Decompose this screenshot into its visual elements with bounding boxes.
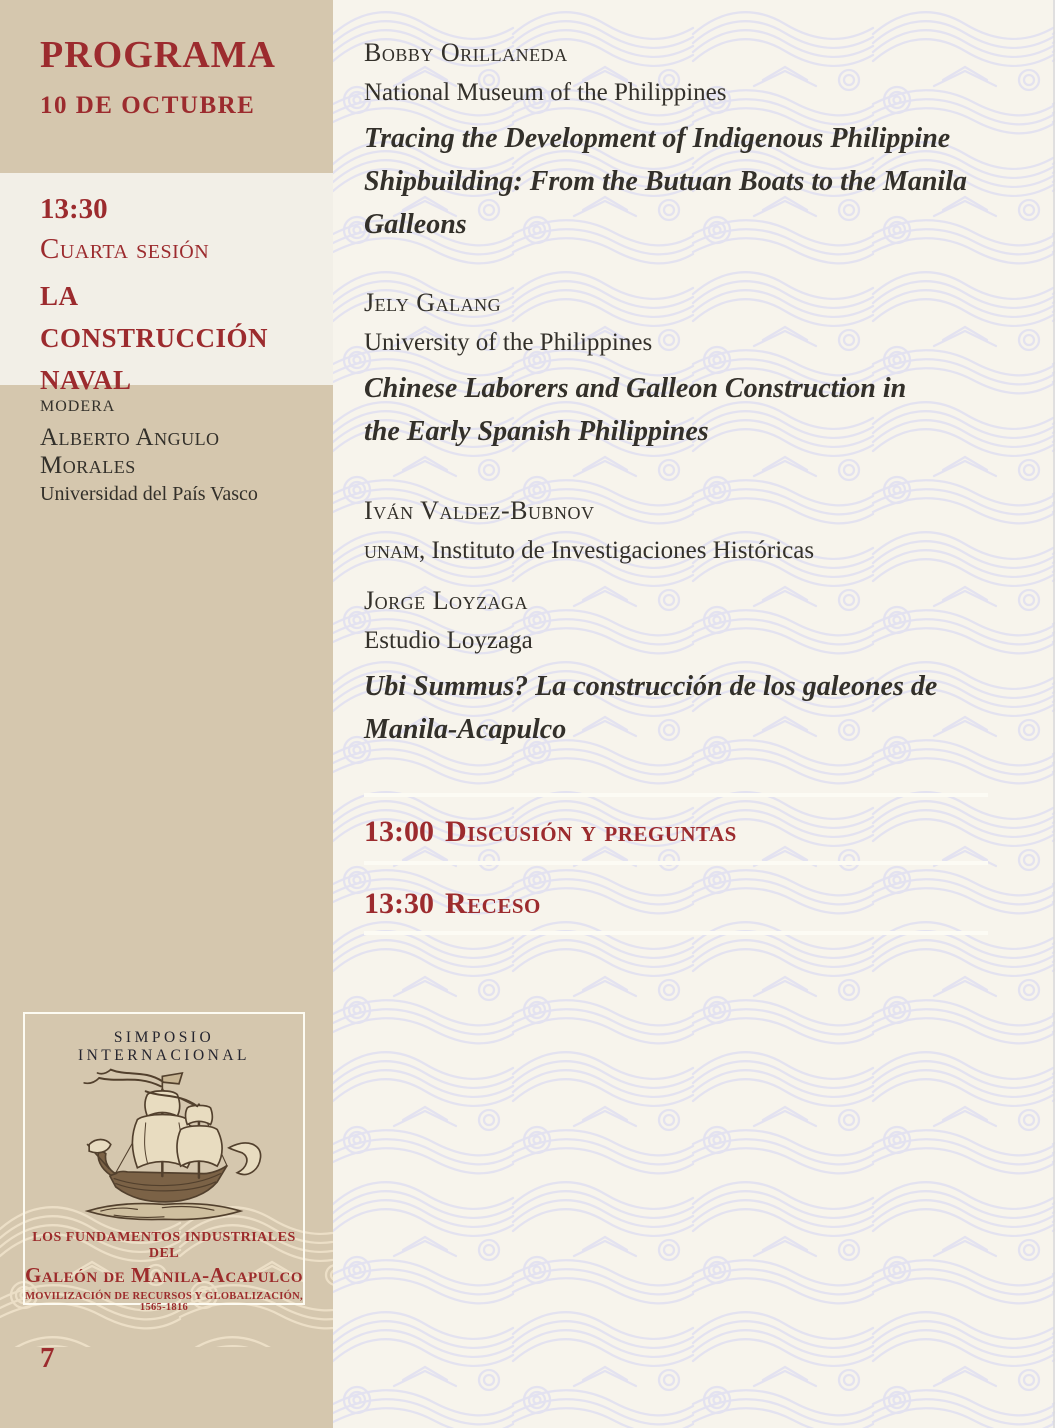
paper-title: Tracing the Development of Indigenous Philippine Shipbuilding: From the Butuan Boats to the Manila Galleons <box>364 122 967 240</box>
paper-title: Chinese Laborers and Galleon Construction in the Early Spanish Philippines <box>364 373 907 448</box>
schedule-item <box>364 793 988 861</box>
logo-kicker: SIMPOSIO INTERNACIONAL <box>77 1029 251 1064</box>
speaker-block <box>364 496 988 566</box>
moderator-block <box>0 385 333 506</box>
presentation <box>364 38 988 246</box>
session-time: 13:30 <box>40 193 108 225</box>
paper-title: Ubi Summus? La construcción de los galeones de Manila-Acapulco <box>364 670 938 745</box>
symposium-logo <box>23 1012 305 1313</box>
speaker-affiliation <box>364 536 988 566</box>
speaker-affiliation: University of the Philippines <box>364 329 653 357</box>
affiliation-acronym: unam <box>364 536 420 564</box>
speaker-name: Bobby Orillaneda <box>364 38 568 67</box>
speaker-affiliation: National Museum of the Philippines <box>364 78 727 106</box>
galleon-engraving-icon <box>58 1068 270 1226</box>
sidebar <box>0 0 333 1428</box>
presentation <box>364 496 988 751</box>
page-title: PROGRAMA <box>40 34 276 76</box>
speaker-block <box>364 38 988 108</box>
page-number: 7 <box>40 1342 55 1374</box>
schedule-time: 13:30 <box>364 887 434 921</box>
schedule-time: 13:00 <box>364 815 434 849</box>
logo-line2: Galeón de Manila-Acapulco <box>25 1263 303 1287</box>
affiliation-rest: , Instituto de Investigaciones Históricas <box>419 536 815 564</box>
schedule-item <box>364 861 988 931</box>
session-box <box>0 173 333 395</box>
moderator-affiliation: Universidad del País Vasco <box>40 483 258 505</box>
schedule-label: Receso <box>445 887 541 921</box>
moderator-label: MODERA <box>40 398 116 415</box>
session-name: Cuarta sesión <box>40 233 210 265</box>
speaker-block <box>364 586 988 656</box>
program-date: 10 DE OCTUBRE <box>40 92 256 119</box>
presentation <box>364 288 988 454</box>
program-content <box>333 0 1055 1428</box>
speaker-name: Jorge Loyzaga <box>364 585 528 615</box>
sidebar-header <box>0 0 333 173</box>
session-topic: LA CONSTRUCCIÓN NAVAL <box>40 281 269 395</box>
logo-line1: LOS FUNDAMENTOS INDUSTRIALES DEL <box>32 1230 296 1261</box>
schedule <box>364 793 988 935</box>
speaker-affiliation: Estudio Loyzaga <box>364 626 533 654</box>
schedule-label: Discusión y preguntas <box>445 815 737 849</box>
speaker-block <box>364 288 988 358</box>
schedule-end-rule <box>364 931 988 935</box>
speaker-name: Iván Valdez-Bubnov <box>364 495 595 525</box>
logo-line3: MOVILIZACIÓN DE RECURSOS Y GLOBALIZACIÓN, 1565-1816 <box>25 1291 303 1313</box>
speaker-name: Jely Galang <box>364 288 502 318</box>
moderator-name: Alberto Angulo Morales <box>40 424 220 479</box>
